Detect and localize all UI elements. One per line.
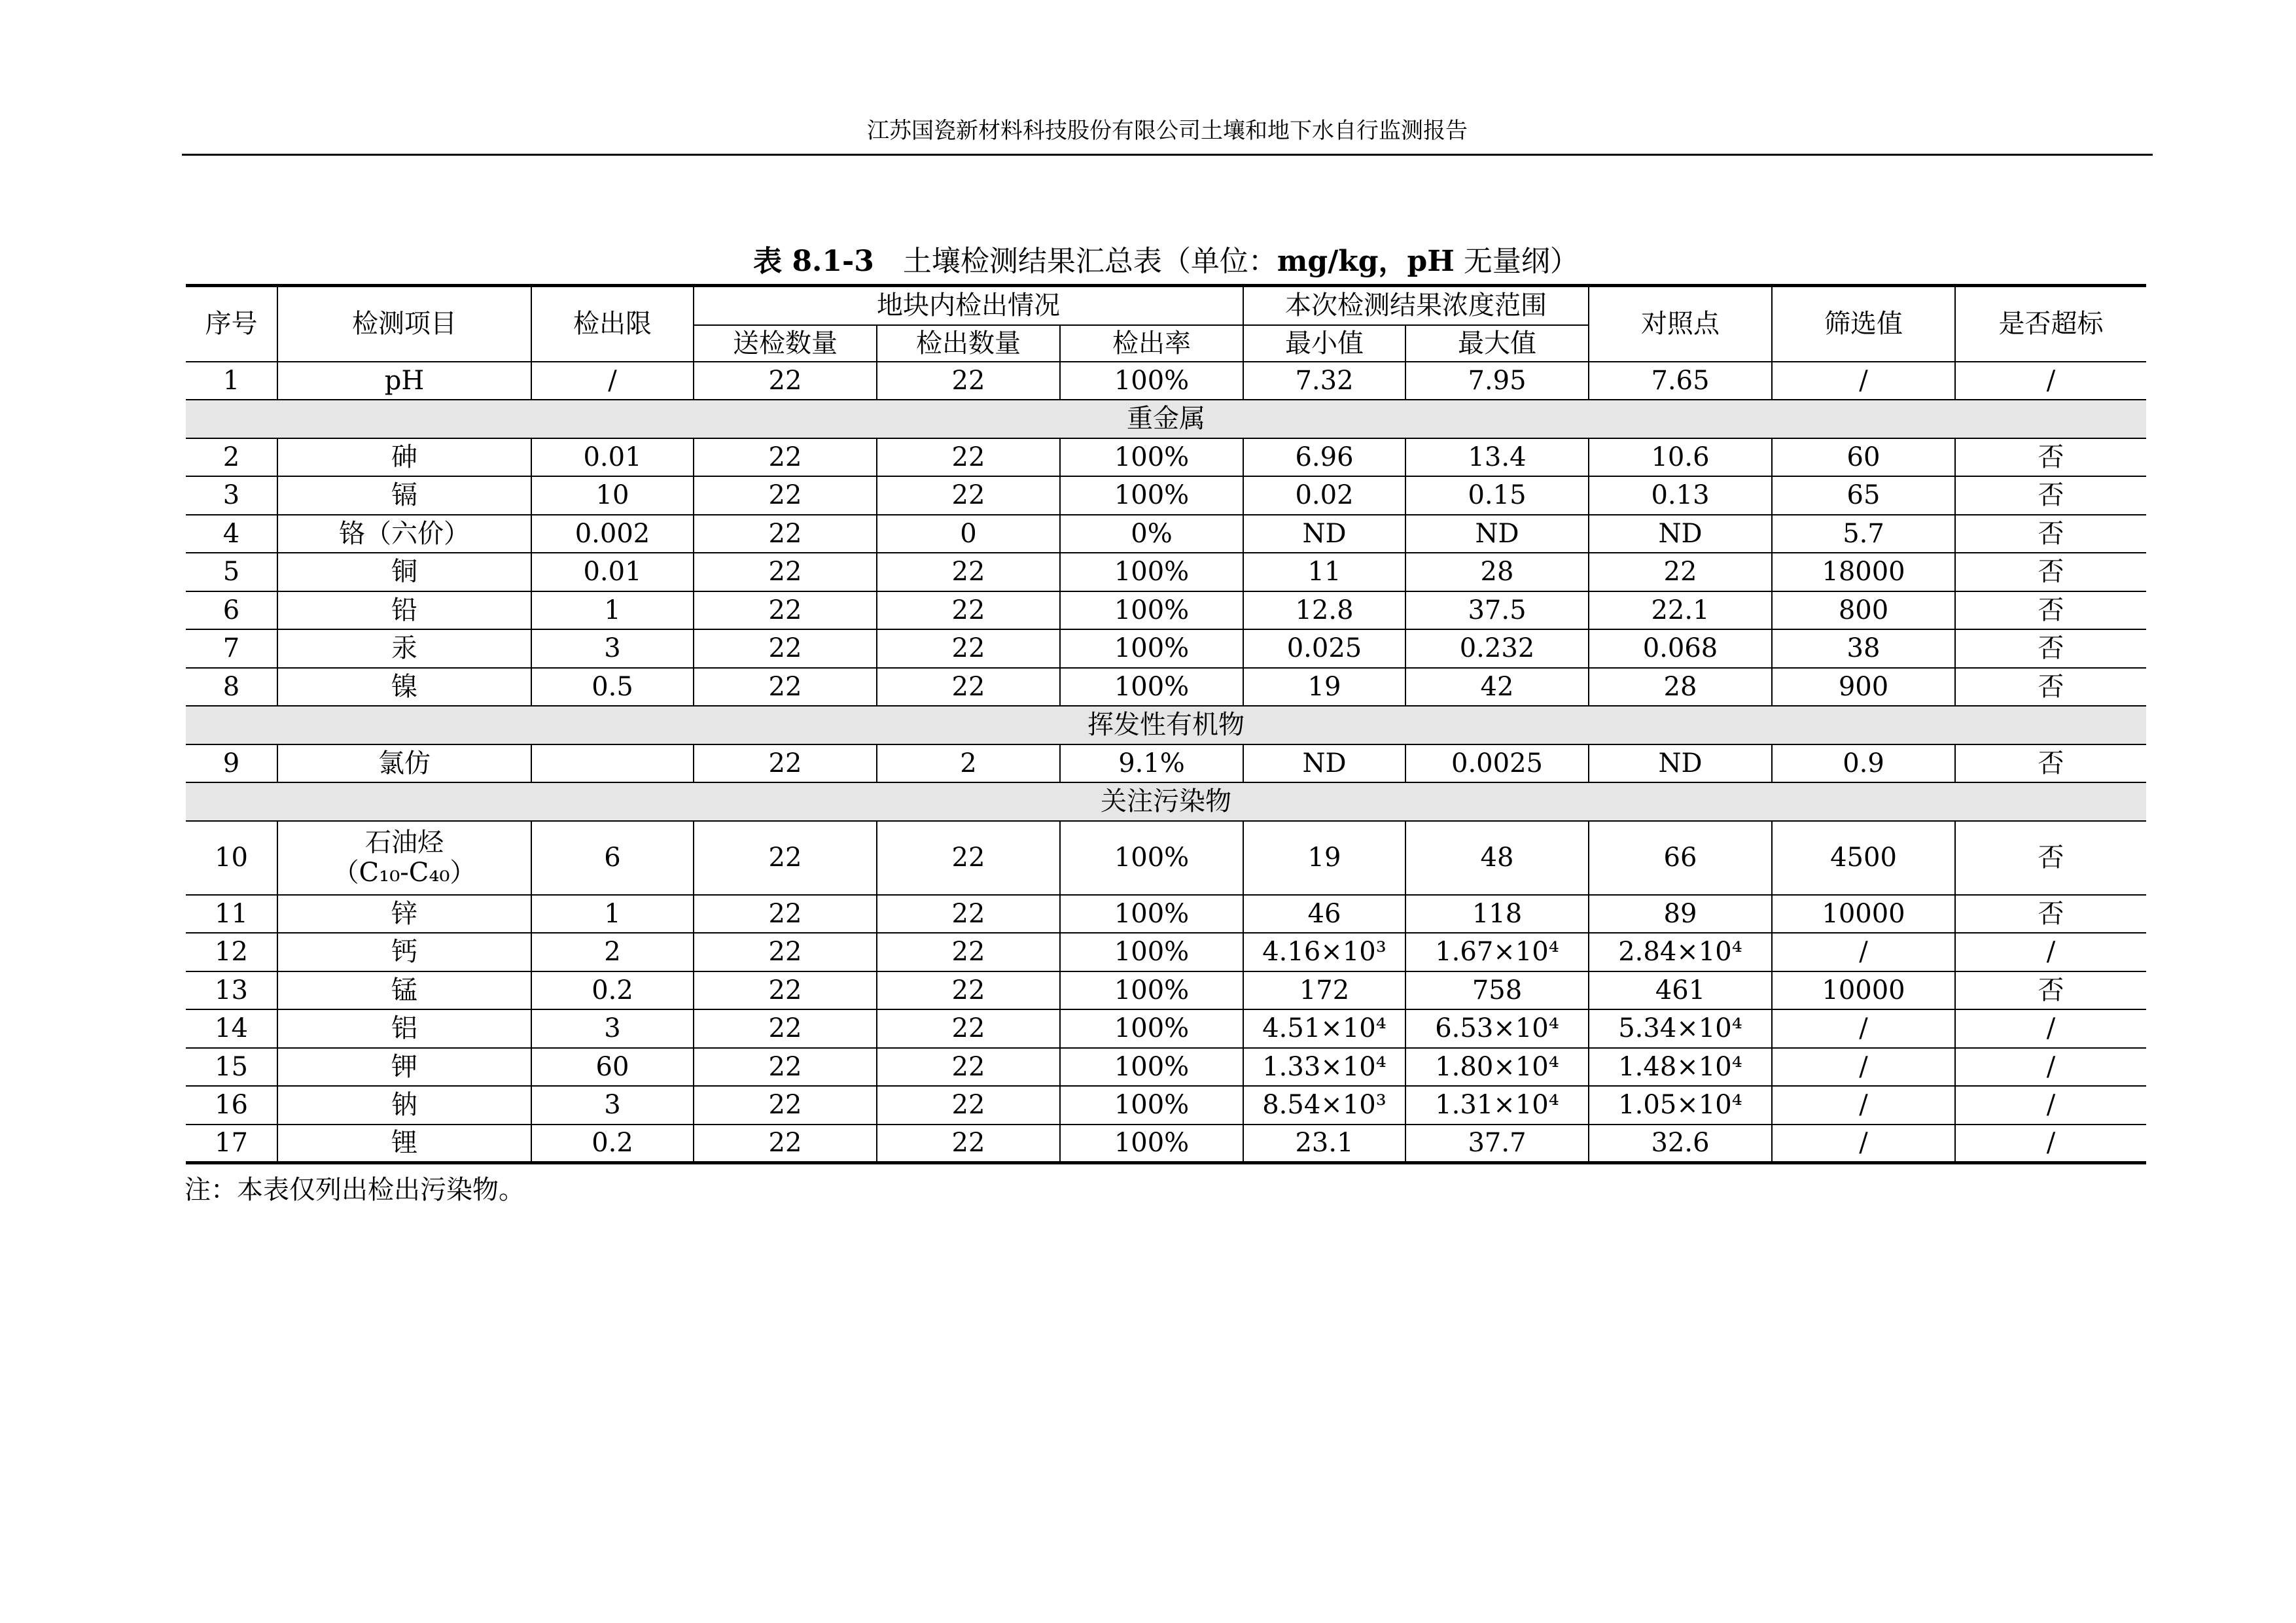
cell-sent: 22 (694, 362, 877, 400)
cell-screen: 60 (1772, 438, 1955, 477)
cell-screen: / (1772, 1086, 1955, 1125)
cell-exceed: / (1955, 1086, 2146, 1125)
cell-seq: 5 (186, 553, 277, 591)
table-row (186, 591, 2146, 630)
section-title: 挥发性有机物 (186, 706, 2146, 744)
cell-exceed: / (1955, 1009, 2146, 1048)
cell-control: 1.48×10⁴ (1589, 1048, 1772, 1087)
table-body (186, 362, 2146, 1163)
table-number: 表 8.1-3 (753, 245, 874, 278)
cell-seq: 7 (186, 629, 277, 668)
cell-rate: 100% (1060, 971, 1243, 1010)
cell-item: 铝 (277, 1009, 531, 1048)
section-title: 关注污染物 (186, 782, 2146, 821)
cell-control: 32.6 (1589, 1125, 1772, 1163)
cell-sent: 22 (694, 933, 877, 971)
cell-max: 7.95 (1405, 362, 1589, 400)
table-row (186, 1048, 2146, 1087)
cell-min: 23.1 (1243, 1125, 1405, 1163)
header-divider (182, 154, 2153, 156)
cell-sent: 22 (694, 895, 877, 934)
cell-sent: 22 (694, 1086, 877, 1125)
cell-control: ND (1589, 744, 1772, 783)
cell-screen: 18000 (1772, 553, 1955, 591)
cell-control: 461 (1589, 971, 1772, 1010)
col-sent-header: 送检数量 (694, 325, 877, 362)
cell-control: 22.1 (1589, 591, 1772, 630)
cell-item: 钾 (277, 1048, 531, 1087)
cell-rate: 100% (1060, 476, 1243, 515)
col-limit-header: 检出限 (531, 286, 694, 362)
cell-limit: 0.01 (531, 438, 694, 477)
cell-detected: 22 (877, 1125, 1060, 1163)
cell-control: 2.84×10⁴ (1589, 933, 1772, 971)
cell-sent: 22 (694, 744, 877, 783)
cell-limit: 10 (531, 476, 694, 515)
cell-sent: 22 (694, 591, 877, 630)
table-note: 注：本表仅列出检出污染物。 (185, 1175, 525, 1205)
cell-screen: 5.7 (1772, 515, 1955, 553)
page-header-title: 江苏国瓷新材料科技股份有限公司土壤和地下水自行监测报告 (867, 118, 1468, 144)
table-row (186, 438, 2146, 477)
table-title (185, 245, 2147, 279)
cell-max: 118 (1405, 895, 1589, 934)
cell-screen: 900 (1772, 668, 1955, 707)
table-row (186, 362, 2146, 400)
cell-detected: 22 (877, 476, 1060, 515)
table-row (186, 744, 2146, 783)
cell-item: 铅 (277, 591, 531, 630)
cell-sent: 22 (694, 629, 877, 668)
cell-seq: 3 (186, 476, 277, 515)
cell-item: 镉 (277, 476, 531, 515)
table-row (186, 895, 2146, 934)
table-row (186, 821, 2146, 895)
cell-seq: 14 (186, 1009, 277, 1048)
table-row (186, 1086, 2146, 1125)
cell-limit: 6 (531, 821, 694, 895)
cell-exceed: 否 (1955, 438, 2146, 477)
cell-detected: 22 (877, 438, 1060, 477)
cell-detected: 22 (877, 933, 1060, 971)
cell-screen: / (1772, 1009, 1955, 1048)
cell-seq: 10 (186, 821, 277, 895)
cell-sent: 22 (694, 553, 877, 591)
cell-min: 19 (1243, 821, 1405, 895)
cell-rate: 100% (1060, 553, 1243, 591)
cell-max: 1.31×10⁴ (1405, 1086, 1589, 1125)
cell-limit: 3 (531, 629, 694, 668)
section-row (186, 782, 2146, 821)
cell-rate: 100% (1060, 629, 1243, 668)
table-row (186, 553, 2146, 591)
cell-limit: 1 (531, 591, 694, 630)
cell-detected: 22 (877, 1048, 1060, 1087)
cell-item-subtitle: （C₁₀-C₄₀） (332, 858, 476, 888)
cell-item: 镍 (277, 668, 531, 707)
cell-min: 8.54×10³ (1243, 1086, 1405, 1125)
col-group-in-site-header: 地块内检出情况 (694, 286, 1243, 325)
cell-item (277, 821, 531, 895)
cell-seq: 9 (186, 744, 277, 783)
cell-item: 铜 (277, 553, 531, 591)
cell-exceed: 否 (1955, 668, 2146, 707)
cell-detected: 22 (877, 1009, 1060, 1048)
cell-sent: 22 (694, 971, 877, 1010)
cell-control: 10.6 (1589, 438, 1772, 477)
cell-min: 1.33×10⁴ (1243, 1048, 1405, 1087)
cell-control: 1.05×10⁴ (1589, 1086, 1772, 1125)
cell-seq: 8 (186, 668, 277, 707)
cell-rate: 100% (1060, 1125, 1243, 1163)
cell-sent: 22 (694, 1009, 877, 1048)
cell-min: 4.16×10³ (1243, 933, 1405, 971)
cell-detected: 2 (877, 744, 1060, 783)
col-group-range-header: 本次检测结果浓度范围 (1243, 286, 1589, 325)
cell-max: 6.53×10⁴ (1405, 1009, 1589, 1048)
cell-item: pH (277, 362, 531, 400)
cell-screen: 65 (1772, 476, 1955, 515)
cell-exceed: / (1955, 1125, 2146, 1163)
col-min-header: 最小值 (1243, 325, 1405, 362)
cell-seq: 1 (186, 362, 277, 400)
cell-exceed: 否 (1955, 515, 2146, 553)
col-rate-header: 检出率 (1060, 325, 1243, 362)
cell-item: 锰 (277, 971, 531, 1010)
cell-screen: 4500 (1772, 821, 1955, 895)
cell-detected: 22 (877, 1086, 1060, 1125)
cell-exceed: 否 (1955, 629, 2146, 668)
col-item-header: 检测项目 (277, 286, 531, 362)
cell-rate: 9.1% (1060, 744, 1243, 783)
table-row (186, 933, 2146, 971)
cell-seq: 4 (186, 515, 277, 553)
cell-seq: 12 (186, 933, 277, 971)
table-row (186, 629, 2146, 668)
col-detected-header: 检出数量 (877, 325, 1060, 362)
cell-limit: 0.2 (531, 971, 694, 1010)
cell-item: 氯仿 (277, 744, 531, 783)
cell-control: ND (1589, 515, 1772, 553)
cell-item-name: 石油烃 (365, 828, 444, 858)
cell-exceed: 否 (1955, 591, 2146, 630)
cell-screen: / (1772, 1125, 1955, 1163)
cell-control: 66 (1589, 821, 1772, 895)
cell-control: 28 (1589, 668, 1772, 707)
cell-seq: 16 (186, 1086, 277, 1125)
cell-exceed: 否 (1955, 476, 2146, 515)
cell-item: 钠 (277, 1086, 531, 1125)
cell-rate: 100% (1060, 362, 1243, 400)
cell-detected: 0 (877, 515, 1060, 553)
cell-seq: 6 (186, 591, 277, 630)
table-caption-unit: mg/kg，pH (1277, 245, 1455, 278)
cell-detected: 22 (877, 895, 1060, 934)
cell-min: 4.51×10⁴ (1243, 1009, 1405, 1048)
cell-max: ND (1405, 515, 1589, 553)
cell-rate: 100% (1060, 1048, 1243, 1087)
cell-screen: 10000 (1772, 971, 1955, 1010)
cell-limit: 0.2 (531, 1125, 694, 1163)
cell-min: 172 (1243, 971, 1405, 1010)
cell-max: 37.7 (1405, 1125, 1589, 1163)
table-row (186, 1125, 2146, 1163)
cell-seq: 2 (186, 438, 277, 477)
cell-rate: 100% (1060, 591, 1243, 630)
cell-item: 钙 (277, 933, 531, 971)
cell-control: 5.34×10⁴ (1589, 1009, 1772, 1048)
col-exceed-header: 是否超标 (1955, 286, 2146, 362)
cell-detected: 22 (877, 362, 1060, 400)
cell-max: 1.80×10⁴ (1405, 1048, 1589, 1087)
cell-max: 37.5 (1405, 591, 1589, 630)
cell-limit: 60 (531, 1048, 694, 1087)
cell-sent: 22 (694, 821, 877, 895)
cell-max: 758 (1405, 971, 1589, 1010)
cell-exceed: 否 (1955, 744, 2146, 783)
cell-detected: 22 (877, 821, 1060, 895)
cell-max: 0.0025 (1405, 744, 1589, 783)
cell-limit: 0.002 (531, 515, 694, 553)
cell-exceed: 否 (1955, 553, 2146, 591)
cell-limit: 3 (531, 1009, 694, 1048)
cell-min: 6.96 (1243, 438, 1405, 477)
cell-screen: / (1772, 362, 1955, 400)
cell-control: 89 (1589, 895, 1772, 934)
cell-seq: 13 (186, 971, 277, 1010)
cell-control: 0.068 (1589, 629, 1772, 668)
cell-limit: 1 (531, 895, 694, 934)
cell-max: 28 (1405, 553, 1589, 591)
cell-item: 汞 (277, 629, 531, 668)
cell-control: 22 (1589, 553, 1772, 591)
cell-seq: 15 (186, 1048, 277, 1087)
col-control-header: 对照点 (1589, 286, 1772, 362)
cell-min: 19 (1243, 668, 1405, 707)
cell-sent: 22 (694, 1048, 877, 1087)
cell-max: 0.232 (1405, 629, 1589, 668)
table-caption-prefix: 土壤检测结果汇总表（单位： (902, 245, 1277, 278)
cell-max: 48 (1405, 821, 1589, 895)
cell-max: 0.15 (1405, 476, 1589, 515)
cell-limit: / (531, 362, 694, 400)
cell-exceed: / (1955, 1048, 2146, 1087)
cell-sent: 22 (694, 476, 877, 515)
cell-sent: 22 (694, 438, 877, 477)
cell-item: 铬（六价） (277, 515, 531, 553)
cell-exceed: 否 (1955, 971, 2146, 1010)
col-seq-header: 序号 (186, 286, 277, 362)
cell-rate: 100% (1060, 668, 1243, 707)
cell-sent: 22 (694, 668, 877, 707)
cell-rate: 100% (1060, 933, 1243, 971)
cell-limit: 3 (531, 1086, 694, 1125)
cell-exceed: 否 (1955, 895, 2146, 934)
cell-rate: 0% (1060, 515, 1243, 553)
cell-control: 7.65 (1589, 362, 1772, 400)
cell-min: 0.025 (1243, 629, 1405, 668)
cell-sent: 22 (694, 515, 877, 553)
cell-min: 12.8 (1243, 591, 1405, 630)
cell-limit: 0.01 (531, 553, 694, 591)
table-row (186, 971, 2146, 1010)
cell-exceed: 否 (1955, 821, 2146, 895)
col-screen-header: 筛选值 (1772, 286, 1955, 362)
cell-screen: / (1772, 1048, 1955, 1087)
cell-detected: 22 (877, 629, 1060, 668)
cell-min: 11 (1243, 553, 1405, 591)
cell-control: 0.13 (1589, 476, 1772, 515)
cell-min: 0.02 (1243, 476, 1405, 515)
cell-screen: 800 (1772, 591, 1955, 630)
cell-detected: 22 (877, 668, 1060, 707)
table-row (186, 476, 2146, 515)
cell-detected: 22 (877, 591, 1060, 630)
cell-rate: 100% (1060, 438, 1243, 477)
cell-item: 锂 (277, 1125, 531, 1163)
table-row (186, 515, 2146, 553)
cell-limit (531, 744, 694, 783)
cell-exceed: / (1955, 933, 2146, 971)
cell-max: 42 (1405, 668, 1589, 707)
cell-limit: 0.5 (531, 668, 694, 707)
cell-detected: 22 (877, 553, 1060, 591)
cell-min: ND (1243, 515, 1405, 553)
cell-rate: 100% (1060, 895, 1243, 934)
cell-max: 1.67×10⁴ (1405, 933, 1589, 971)
cell-seq: 11 (186, 895, 277, 934)
cell-screen: / (1772, 933, 1955, 971)
cell-max: 13.4 (1405, 438, 1589, 477)
table-caption-suffix: 无量纲） (1463, 245, 1579, 278)
cell-screen: 10000 (1772, 895, 1955, 934)
header-row-1 (186, 286, 2146, 325)
cell-rate: 100% (1060, 1086, 1243, 1125)
section-row (186, 706, 2146, 744)
cell-screen: 0.9 (1772, 744, 1955, 783)
cell-rate: 100% (1060, 1009, 1243, 1048)
cell-exceed: / (1955, 362, 2146, 400)
cell-seq: 17 (186, 1125, 277, 1163)
cell-limit: 2 (531, 933, 694, 971)
cell-min: 46 (1243, 895, 1405, 934)
cell-screen: 38 (1772, 629, 1955, 668)
table-row (186, 668, 2146, 707)
cell-min: ND (1243, 744, 1405, 783)
cell-item: 砷 (277, 438, 531, 477)
section-title: 重金属 (186, 400, 2146, 438)
cell-item: 锌 (277, 895, 531, 934)
cell-detected: 22 (877, 971, 1060, 1010)
table-row (186, 1009, 2146, 1048)
col-max-header: 最大值 (1405, 325, 1589, 362)
cell-sent: 22 (694, 1125, 877, 1163)
section-row (186, 400, 2146, 438)
cell-rate: 100% (1060, 821, 1243, 895)
cell-min: 7.32 (1243, 362, 1405, 400)
soil-results-table (186, 284, 2146, 1164)
